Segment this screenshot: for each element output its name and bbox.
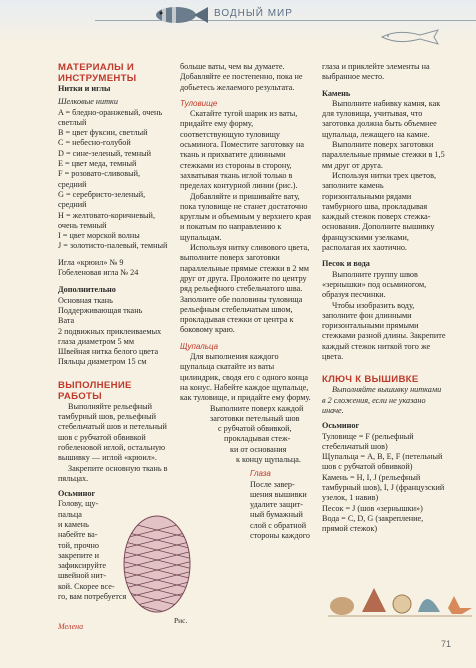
octopus-line: Голову, щу- [58, 499, 99, 509]
eyes-line: После завер- [250, 479, 295, 489]
extra-item: 2 подвижных приклеиваемых глаза диаметром 5 мм [58, 326, 162, 346]
octopus-line: той, прочно [58, 540, 99, 550]
extra-item: Швейная нитка белого цвета [58, 347, 159, 357]
eyes-line: слой с обратной [250, 520, 307, 530]
extra-item: Вата [58, 316, 75, 326]
extra-item: Поддерживающая ткань [58, 305, 143, 315]
tentacles-heading: Щупальца [180, 341, 219, 351]
tentacles-line: заготовки петельный шов [210, 413, 300, 423]
paragraph: Скатайте тугой шарик из ваты, придайте ему форму, соответствующую туловищу осьминога. Поместите заготовку на ткань и прихватите длинными стежками из стороны в сторону, захватывая ткань иглой только в пределах контурной линии (рис.). [180, 109, 304, 191]
page-number: 71 [441, 639, 452, 649]
key-line: Камень = H, I, J (рельефный тамбурный шов), I, J (французский узелок, 1 навив) [322, 472, 445, 503]
octopus-line: кой. Скорее все- [58, 581, 115, 591]
thread-item: D = сине-зеленый, темный [58, 148, 151, 158]
figure-label: Рис. [174, 616, 188, 625]
octopus-line: швейной нит- [58, 571, 107, 581]
thread-item: J = золотисто-палевый, темный [58, 241, 168, 251]
column-2 [180, 62, 312, 541]
watermark: Мелена [58, 622, 84, 631]
stone-heading: Камень [322, 88, 351, 98]
octopus-line: закрепите и [58, 550, 99, 560]
thread-item: B = цвет фуксии, светлый [58, 128, 148, 138]
eyes-line: ный бумажный [250, 510, 303, 520]
heading-work: ВЫПОЛНЕНИЕ РАБОТЫ [58, 379, 132, 402]
section-title: ВОДНЫЙ МИР [214, 8, 293, 19]
key-intro: Выполняйте вышивку нитками в 2 сложения, если не указано иначе. [322, 385, 442, 415]
paragraph: глаза и приклейте элементы на выбранное место. [322, 62, 430, 82]
tentacles-line: прокладывая стеж- [224, 434, 291, 444]
column-3 [322, 62, 446, 534]
work-paragraph: Закрепите основную ткань в пяльцах. [58, 463, 168, 483]
tentacles-line: к концу щупальца. [236, 454, 301, 464]
tentacles-line: ки от основания [230, 444, 287, 454]
octopus-line: зафиксируйте [58, 561, 107, 571]
work-paragraph: Выполняйте рельефный тамбурный шов, рельефный стебельчатый шов и петельный шов с рубчатой обвивкой гобеленовой иглой, остальную вышивку — иглой «крюил». [58, 401, 167, 463]
paragraph: Для выполнения каждого щупальца скатайте из ваты цилиндрик, сводя его с одного конца на конус. Набейте каждое щупальце, как туловище, и придайте ему форму. [180, 352, 311, 403]
extra-item: Основная ткань [58, 295, 113, 305]
paragraph: Выполните группу швов «зернышки» под осьминогом, образуя песчинки. [322, 269, 427, 300]
tentacles-line: Выполните поверх каждой [210, 403, 304, 413]
key-octopus-heading: Осьминог [322, 421, 360, 431]
extra-heading: Дополнительно [58, 285, 116, 295]
paragraph: Чтобы изобразить воду, заполните фон длинными горизонтальными прямыми стежками разной длины. Закрепите каждый стежок ниткой того же цвета. [322, 300, 446, 362]
key-line: Туловище = F (рельефный стебельчатый шов) [322, 431, 414, 451]
octopus-line: и камень [58, 519, 89, 529]
seashells-illustration [322, 578, 474, 618]
silk-threads-heading: Шелковые нитки [58, 97, 118, 107]
key-line: Песок = J (шов «зернышки») [322, 503, 423, 513]
paragraph: Добавляйте и пришивайте вату, пока туловище не станет достаточно круглым и объемным у верхнего края и покатым по направлению к щупальцам. [180, 191, 312, 242]
sand-heading: Песок и вода [322, 259, 370, 269]
key-line: Щупальца = A, B, E, F (петельный шов с рубчатой обвивкой) [322, 452, 443, 472]
heading-materials: МАТЕРИАЛЫ И ИНСТРУМЕНТЫ [58, 62, 137, 84]
eyes-line: шения вышивки [250, 489, 307, 499]
fish-outline-icon [378, 28, 442, 46]
octopus-line: го, вам потребуется [58, 592, 127, 602]
octopus-line: пальца [58, 509, 82, 519]
paragraph: больше ваты, чем вы думаете. Добавляйте ее постепенно, пока не добьетесь желаемого результата. [180, 62, 303, 92]
octopus-line: набейте ва- [58, 530, 98, 540]
thread-item: H = желтовато-коричневый, очень темный [58, 210, 155, 230]
needle-item: Игла «крюил» № 9 [58, 257, 124, 267]
eyes-heading: Глаза [250, 469, 271, 479]
tentacles-line: с рубчатой обвивкой, [218, 424, 292, 434]
threads-heading: Нитки и иглы [58, 84, 111, 93]
octopus-heading: Осьминог [58, 489, 96, 499]
thread-item: G = серебристо-зеленый, средний [58, 189, 146, 210]
thread-item: A = бледно-оранжевый, очень светлый [58, 107, 163, 127]
thread-item: F = розовато-сливовый, средний [58, 169, 141, 189]
key-line: Вода = C, D, G (закрепление, прямой стежок) [322, 513, 424, 534]
extra-item: Пяльцы диаметром 15 см [58, 357, 147, 367]
fish-illustration-icon [150, 4, 210, 26]
paragraph: Используя нитки трех цветов, заполните камень горизонтальными рядами тамбурного шва, прокладывая каждый стежок поверх стежка-основания. Дополните вышивку французскими узелками, располагая их хаотично. [322, 170, 436, 253]
thread-item: E = цвет меда, темный [58, 159, 137, 169]
paragraph: Используя нитку сливового цвета, выполните поверх заготовки параллельные прямые стежки в 2 мм друг от друга. Проложите по центру ряд рельефного стебельчатого шва. Заполните обе половины туловища рельефным стебельчатым швом, прокладывая стежки от центра к боковому краю. [180, 243, 310, 335]
paragraph: Выполните набивку камня, как для туловища, учитывая, что заготовка должна быть объемнее щупальца, лежащего на камне. [322, 98, 441, 139]
eyes-line: стороны каждого [250, 531, 310, 541]
eyes-line: удалите защит- [250, 500, 304, 510]
paragraph: Выполните поверх заготовки параллельные прямые стежки в 1,5 мм друг от друга. [322, 140, 445, 170]
torso-heading: Туловище [180, 98, 218, 108]
thread-item: C = небесно-голубой [58, 138, 131, 148]
needle-item: Гобеленовая игла № 24 [58, 268, 139, 278]
thread-item: I = цвет морской волны [58, 231, 140, 241]
heading-key: КЛЮЧ К ВЫШИВКЕ [322, 374, 419, 386]
